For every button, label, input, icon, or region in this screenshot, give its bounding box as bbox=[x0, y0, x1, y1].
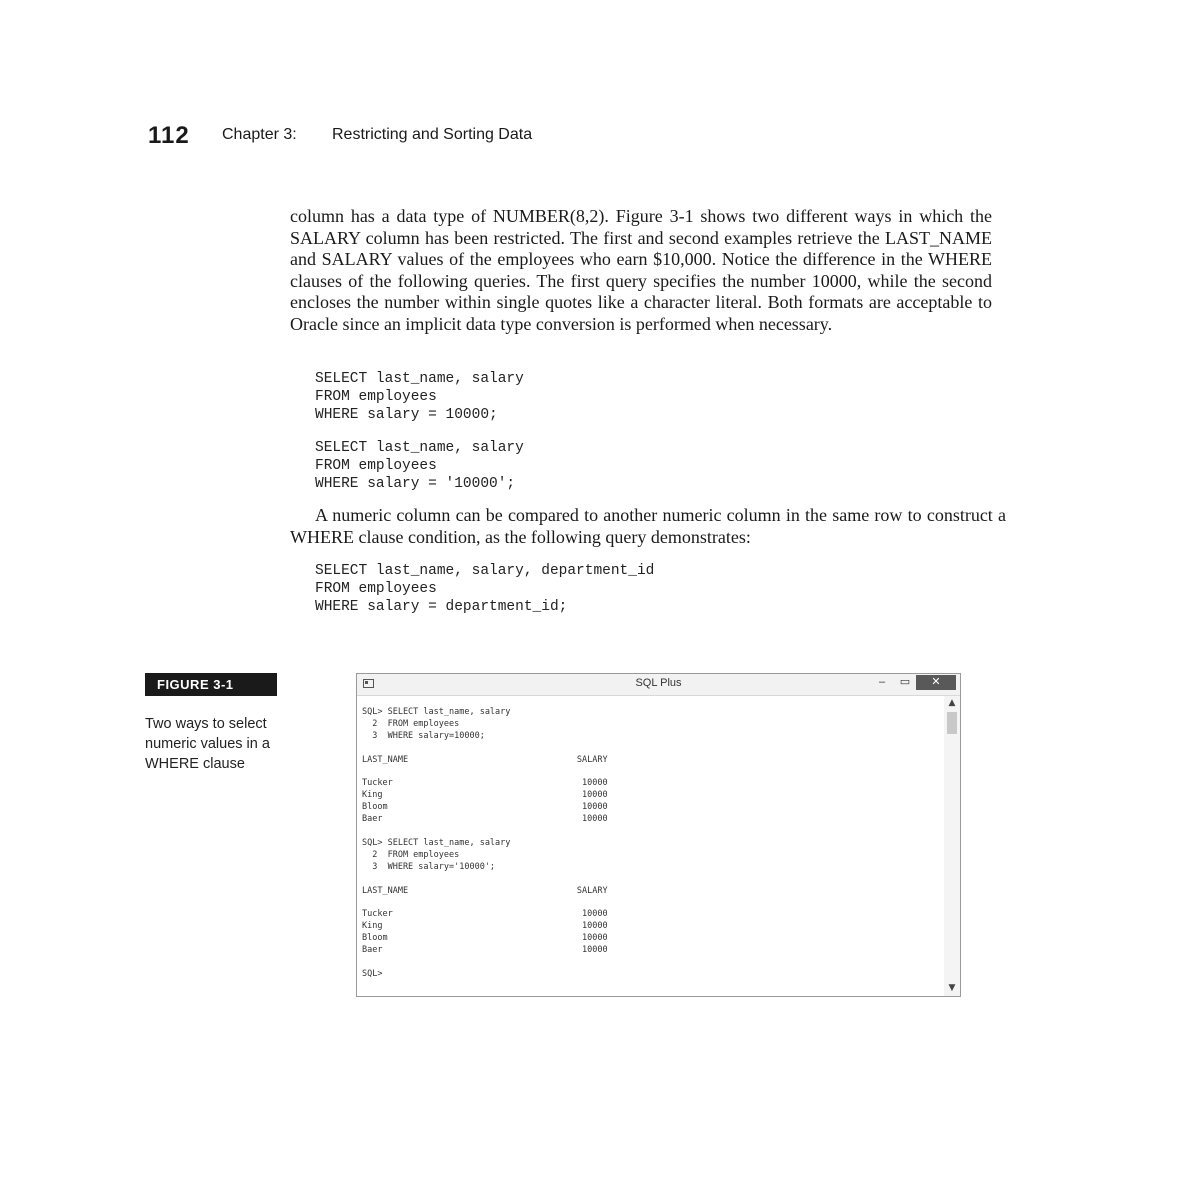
scroll-down-icon[interactable]: ▼ bbox=[948, 983, 956, 993]
figure-label: FIGURE 3-1 bbox=[145, 673, 277, 696]
window-titlebar[interactable] bbox=[357, 674, 960, 696]
scroll-up-icon[interactable]: ▲ bbox=[948, 698, 956, 708]
code-block-1: SELECT last_name, salary FROM employees WHERE salary = 10000; bbox=[315, 371, 524, 423]
vertical-scrollbar[interactable] bbox=[944, 696, 960, 996]
maximize-button[interactable]: ▭ bbox=[899, 676, 911, 688]
figure-caption: Two ways to select numeric values in a WHERE clause bbox=[145, 716, 270, 772]
sqlplus-window bbox=[356, 673, 961, 997]
window-title: SQL Plus bbox=[635, 677, 682, 689]
body-paragraph-1: column has a data type of NUMBER(8,2). Figure 3-1 shows two different ways in which the SALARY column has been restricted. The first and second examples retrieve the LAST_NAME and SALARY values of the employees who earn $10,000. Notice the difference in the WHERE clauses of the following queries. The first query specifies the number 10000, while the second encloses the number within single quotes like a character literal. Both formats are acceptable to Oracle since an implicit data type conversion is performed when necessary. bbox=[290, 206, 992, 334]
console-output[interactable]: SQL> SELECT last_name, salary 2 FROM employees 3 WHERE salary=10000; LAST_NAME SALARY Tucker 10000 King 10000 Bloom 10000 Baer 10000 SQL> SELECT last_name, salary 2 FROM employees 3 WHERE salary='10000'; LAST_NAME SALARY Tucker 10000 King 10000 Bloom 10000 Baer 10000 SQL> bbox=[362, 707, 608, 979]
chapter-number: Chapter 3: bbox=[222, 126, 297, 143]
scrollbar-thumb[interactable] bbox=[947, 712, 957, 734]
close-button[interactable]: ✕ bbox=[916, 675, 956, 690]
code-block-3: SELECT last_name, salary, department_id FROM employees WHERE salary = department_id; bbox=[315, 563, 655, 615]
page-number: 112 bbox=[148, 122, 190, 149]
chapter-title: Restricting and Sorting Data bbox=[332, 126, 533, 143]
code-block-2: SELECT last_name, salary FROM employees WHERE salary = '10000'; bbox=[315, 440, 524, 492]
minimize-button[interactable]: – bbox=[878, 676, 886, 688]
body-paragraph-2: A numeric column can be compared to another numeric column in the same row to construct a WHERE clause condition, as the following query demonstrates: bbox=[290, 505, 1006, 547]
